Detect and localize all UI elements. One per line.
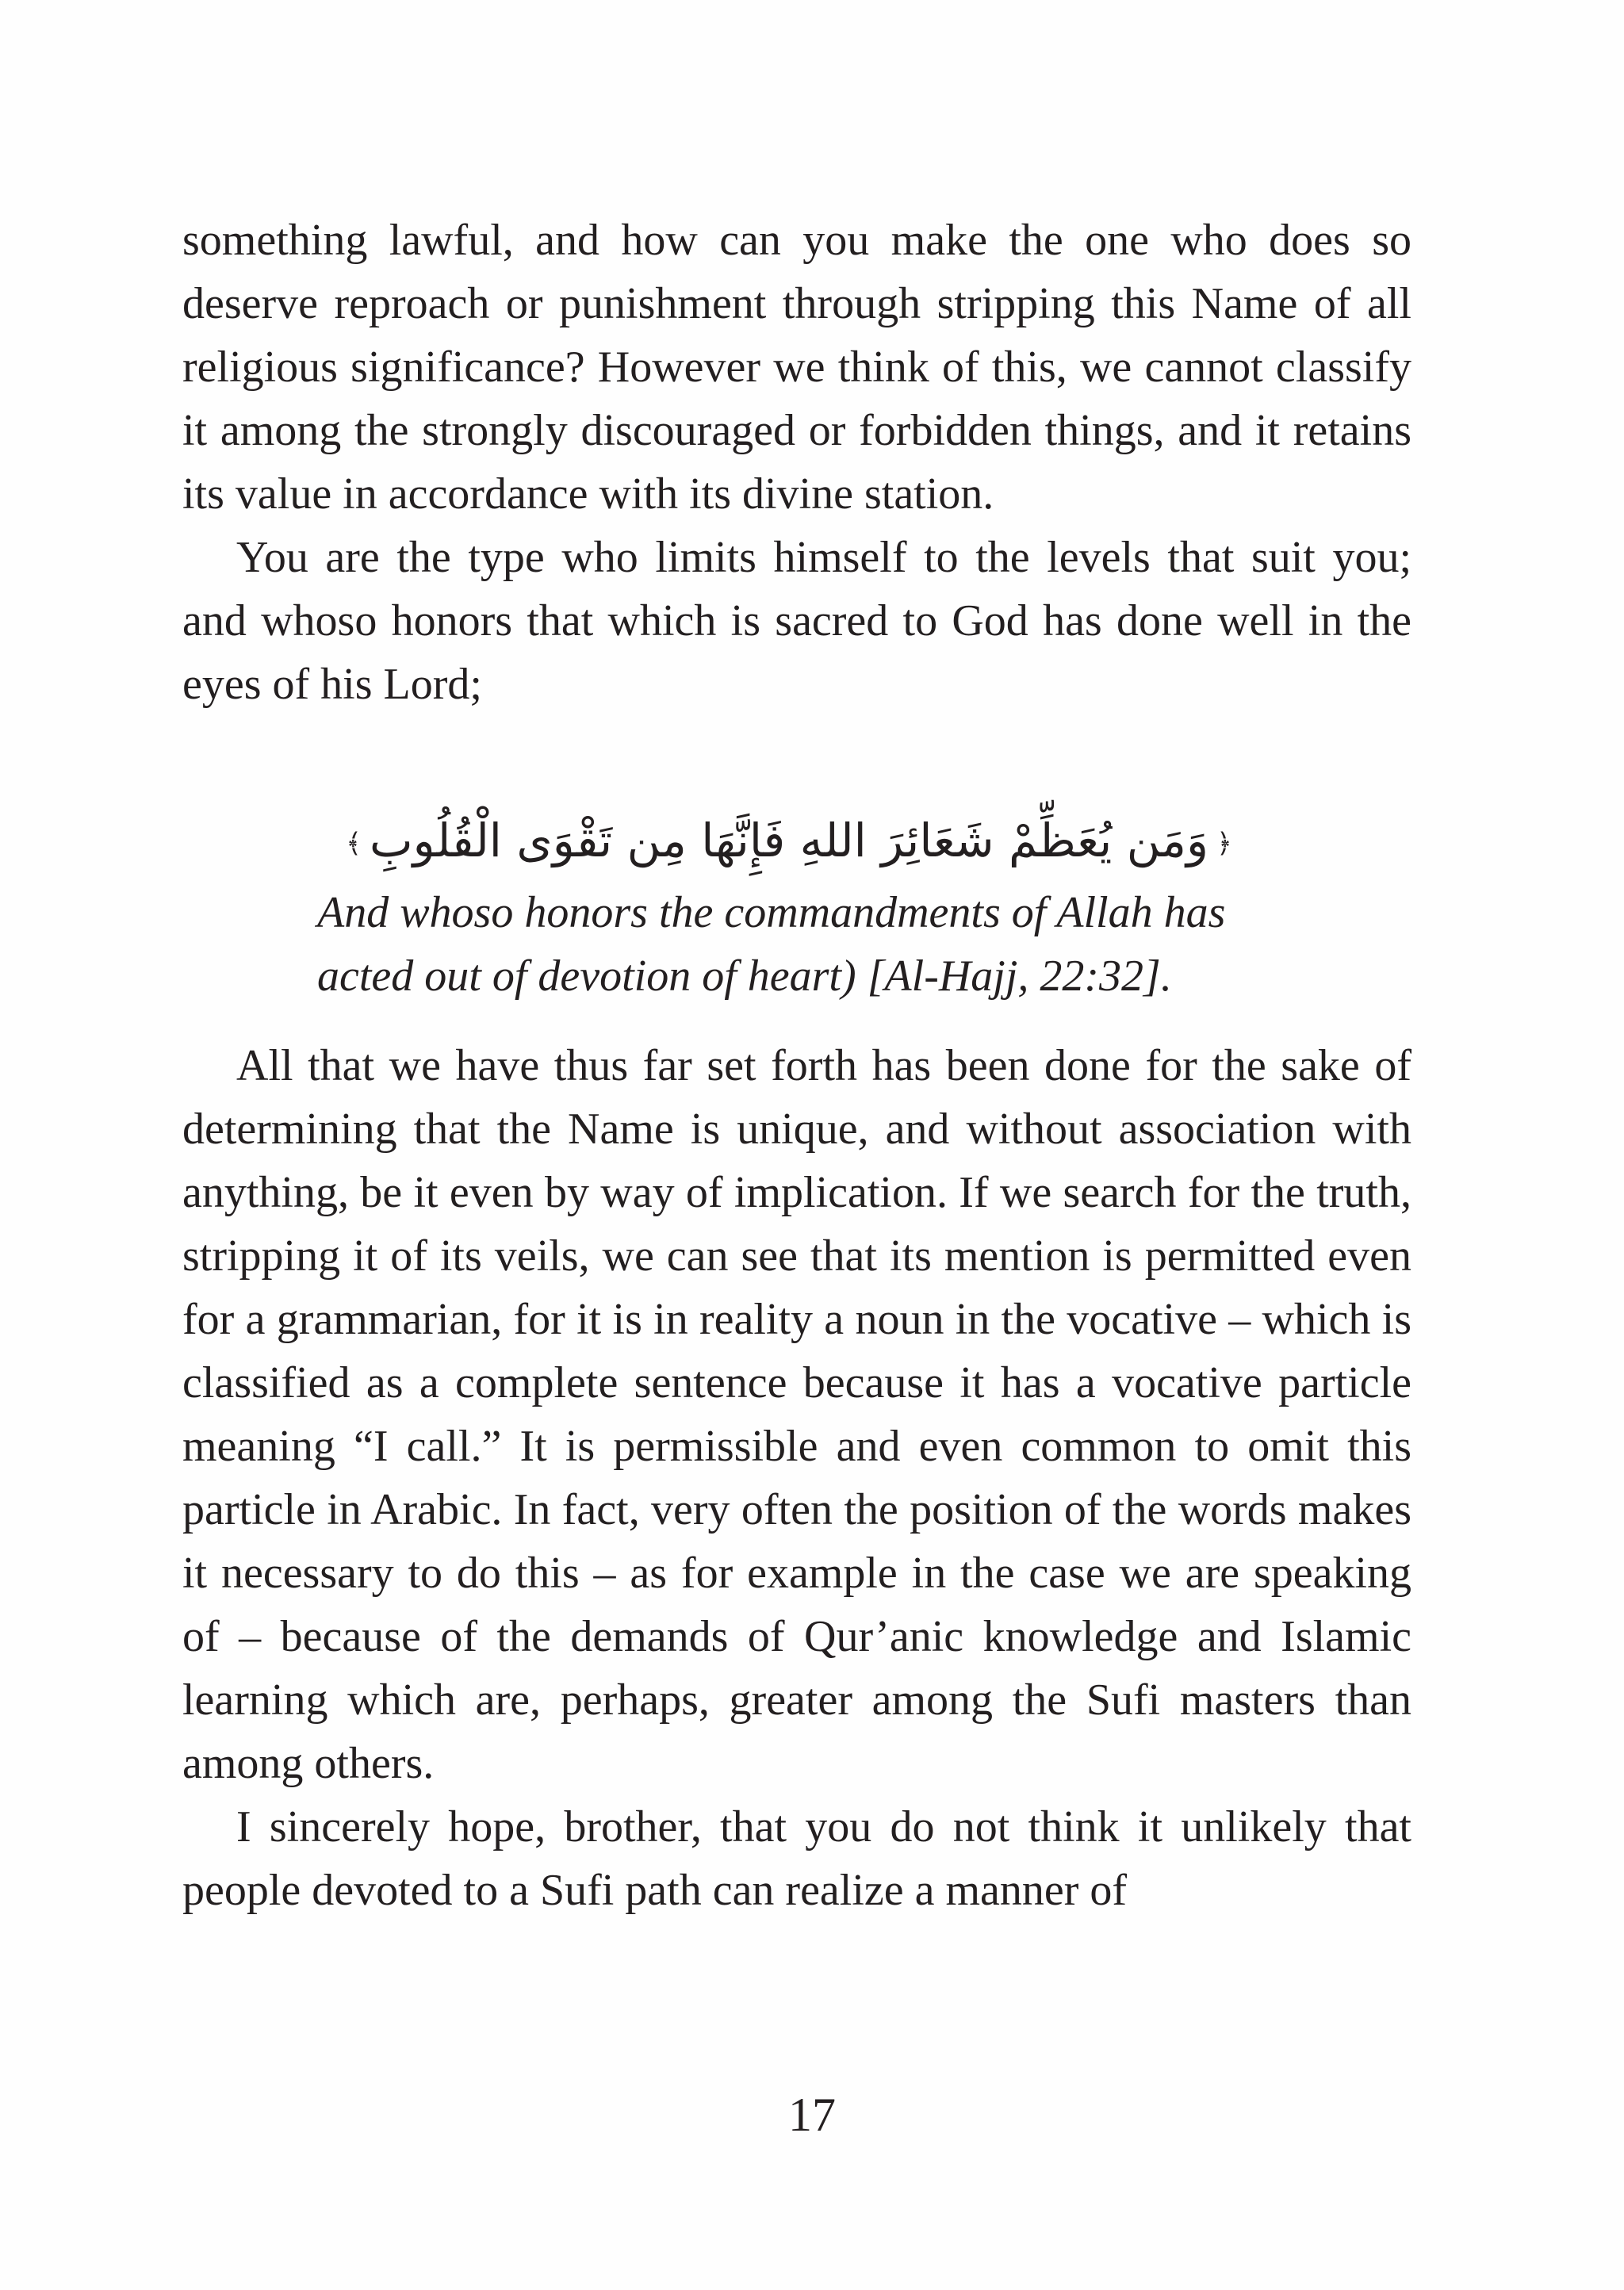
paragraph-name-unique: All that we have thus far set forth has been done for the sake of determining that the Name is unique, and without association with anything, be it even by way of implication. If we search for the truth, stripping it of its veils, we can see that its mention is permitted even for a grammarian, for it is in reality a noun in the vocative – which is classified as a complete sentence because it has a vocative particle meaning “I call.” It is permissible and even common to omit this particle in Arabic. In fact, very often the position of the words makes it necessary to do this – as for example in the case we are speaking of – because of the demands of Qur’anic knowledge and Islamic learning which are, perhaps, greater among the Sufi masters than among others. [182,1041,1411,1788]
top-text-block [182,209,1411,716]
bottom-text-block [182,1034,1411,1922]
ornament-open-icon: ﴿ [1216,827,1232,860]
page-number: 17 [788,2089,836,2141]
quran-quote [317,805,1261,1008]
verse-translation-line-1: And whoso honors the commandments of Allah has [317,888,1226,937]
paragraph-continuation: something lawful, and how can you make the one who does so deserve reproach or punishment through stripping this Name of all religious significance? However we think of this, we cannot classify it among the strongly discouraged or forbidden things, and it retains its value in accordance with its divine station. [182,216,1411,519]
paragraph-limits-himself: You are the type who limits himself to the levels that suit you; and whoso honors that which is sacred to God has done well in the eyes of his Lord; [182,533,1411,709]
arabic-verse-text: وَمَن يُعَظِّمْ شَعَائِرَ اللهِ فَإِنَّهَا مِن تَقْوَى الْقُلُوبِ [370,814,1208,867]
paragraph-sincerely-hope: I sincerely hope, brother, that you do not think it unlikely that people devoted to a Sufi path can realize a manner of [182,1802,1411,1915]
ornament-close-icon: ﴾ [346,827,362,860]
arabic-verse [317,805,1261,881]
verse-translation-line-2: acted out of devotion of heart) [Al-Hajj, 22:32]. [317,952,1172,1001]
